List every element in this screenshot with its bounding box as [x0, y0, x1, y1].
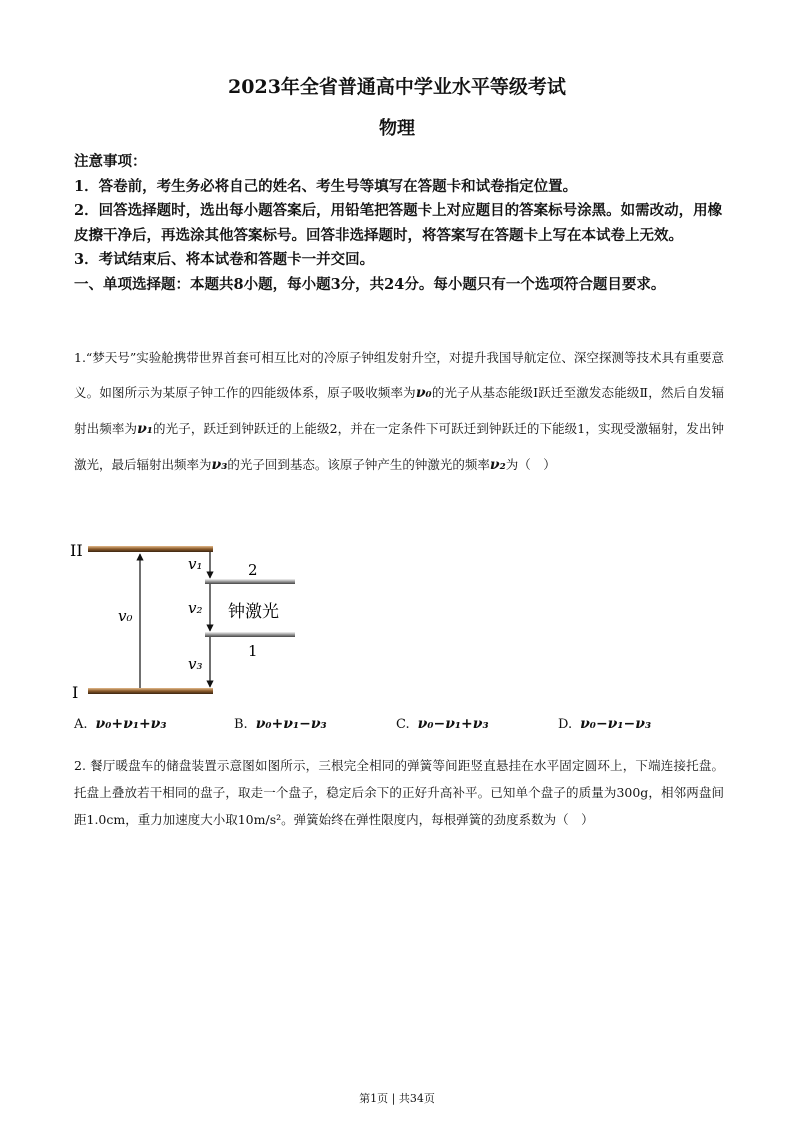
note-item-3: 3．考试结束后、将本试卷和答题卡一并交回。 [74, 251, 375, 268]
option-c-label: C. [396, 717, 410, 732]
subject-title: 物理 [379, 118, 415, 139]
note-item-2: 2．回答选择题时，选出每小题答案后，用铅笔把答题卡上对应题目的答案标号涂黑。如需改动，用橡皮擦干净后，再选涂其他答案标号。回答非选择题时，将答案写在答题卡上写在本试卷上无效。 [74, 202, 723, 244]
option-d-value: ν₀−ν₁−ν₃ [580, 716, 652, 732]
q1-text-1: 1.“梦天号”实验舱携带世界首套可相互比对的冷原子钟组发射升空，对提升我国导航定位、深空探测等技术具有重要意义。如图所示为某原子钟工作的四能级体系，原子吸收频率为 [74, 350, 724, 400]
option-d[interactable] [558, 716, 651, 732]
level-II-bar [88, 546, 213, 552]
option-b[interactable] [234, 716, 327, 732]
exam-title: 2023年全省普通高中学业水平等级考试 [228, 76, 566, 98]
label-level-I: I [72, 683, 79, 702]
notes-heading: 注意事项： [74, 153, 147, 170]
option-a-label: A. [74, 717, 88, 732]
question-1-text [74, 340, 724, 483]
label-v0: v₀ [118, 607, 133, 625]
label-level-II: II [70, 541, 83, 560]
label-v3: v₃ [188, 655, 203, 673]
option-c[interactable] [396, 716, 489, 732]
option-a[interactable] [74, 716, 167, 732]
question-2-text: 2. 餐厅暖盘车的储盘装置示意图如图所示，三根完全相同的弹簧等间距竖直悬挂在水平固定圆环上，下端连接托盘。托盘上叠放若干相同的盘子，取走一个盘子，稳定后余下的正好升高补平。已知单个盘子的质量为300g，相邻两盘间距1.0cm，重力加速度大小取10m/s²。弹簧始终在弹性限度内，每根弹簧的劲度系数为（ ） [74, 758, 724, 827]
note-item-1: 1．答卷前，考生务必将自己的姓名、考生号等填写在答题卡和试卷指定位置。 [74, 177, 578, 195]
level-1-bar [205, 632, 295, 637]
label-level-1: 1 [248, 642, 258, 660]
q1-symbol-v0: ν₀ [415, 385, 432, 401]
option-d-label: D. [558, 717, 573, 732]
page-footer: 第1页 | 共34页 [359, 1092, 435, 1105]
q1-text-5: 为（ ） [505, 457, 556, 472]
q1-text-3: 的光子，跃迁到钟跃迁的上能级2，并在一定条件下可跃迁到钟跃迁的下能级1，实现受激辐射，发出钟激光，最后辐射出频率为 [74, 421, 724, 472]
energy-level-diagram [70, 538, 370, 713]
option-c-value: ν₀−ν₁+ν₃ [417, 716, 489, 732]
label-v1: v₁ [188, 555, 203, 573]
label-clock-laser: 钟激光 [228, 602, 279, 622]
option-b-label: B. [234, 717, 248, 732]
q1-text-4: 的光子回到基态。该原子钟产生的钟激光的频率 [227, 457, 490, 472]
section-heading: 一、单项选择题：本题共8小题，每小题3分，共24分。每小题只有一个选项符合题目要求。 [74, 275, 666, 293]
q1-symbol-v3: ν₃ [211, 457, 228, 473]
q1-symbol-v2: ν₂ [489, 457, 506, 473]
label-level-2: 2 [248, 561, 258, 579]
notes-block [74, 150, 724, 297]
label-v2: v₂ [188, 599, 203, 617]
q1-symbol-v1: ν₁ [137, 421, 153, 437]
option-b-value: ν₀+ν₁−ν₃ [255, 716, 327, 732]
level-I-bar [88, 688, 213, 694]
level-2-bar [205, 579, 295, 584]
q1-text-2: 的光子从基态能级Ⅰ跃迁至激发态能级Ⅱ，然后自发辐射出频率为 [74, 385, 724, 436]
question-1-options [74, 716, 724, 738]
option-a-value: ν₀+ν₁+ν₃ [95, 716, 167, 732]
